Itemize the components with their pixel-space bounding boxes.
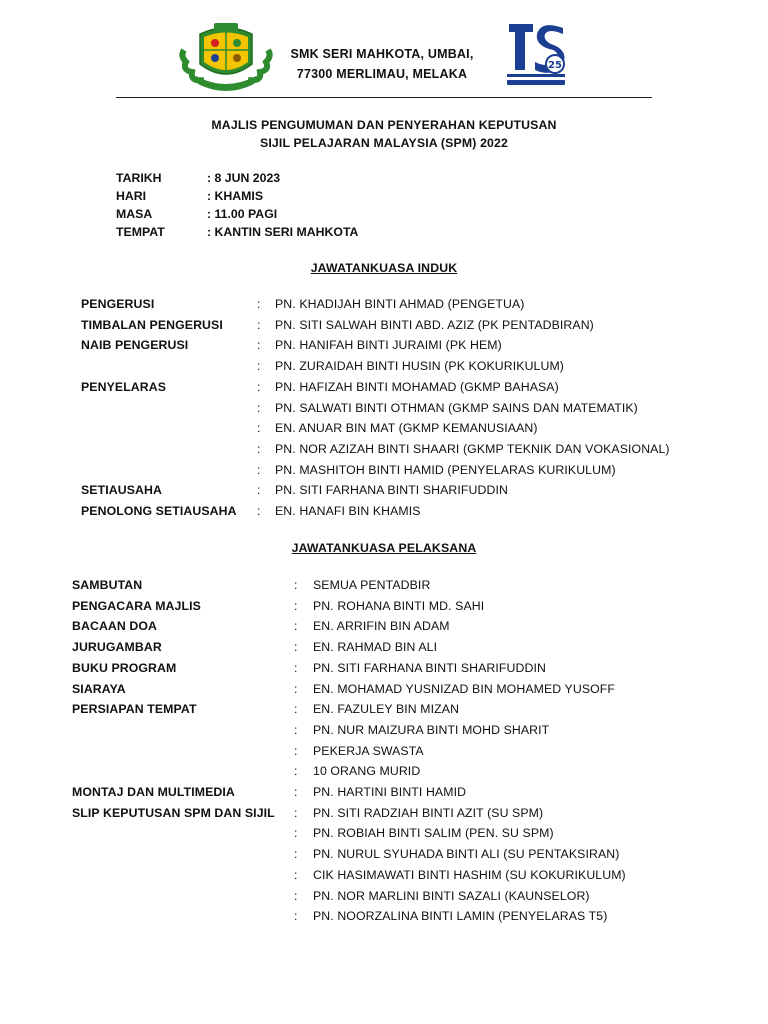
row-separator: : [294,743,298,758]
committee-member: PN. NOORZALINA BINTI LAMIN (PENYELARAS T5) [313,909,608,924]
committee-member: PN. HAFIZAH BINTI MOHAMAD (GKMP BAHASA) [275,379,559,394]
committee-member: PN. ROHANA BINTI MD. SAHI [313,598,485,613]
row-separator: : [294,785,298,799]
svg-text:25: 25 [548,60,562,71]
row-separator: : [257,338,261,353]
committee-member: EN. RAHMAD BIN ALI [313,640,438,655]
row-separator: : [294,578,298,592]
row-separator: : [257,317,261,332]
row-separator: : [257,379,261,394]
school-name-address [262,44,502,84]
row-separator: : [257,483,261,498]
committee-role: PENYELARAS [81,379,167,394]
committee-member: SEMUA PENTADBIR [313,578,431,592]
row-separator: : [294,640,298,655]
school-address: 77300 MERLIMAU, MELAKA [296,67,468,81]
committee-role: NAIB PENGERUSI [81,338,189,353]
row-separator: : [294,722,298,737]
row-separator: : [257,462,261,477]
committee-member: PN. SITI FARHANA BINTI SHARIFUDDIN [275,483,508,498]
row-separator: : [294,847,298,862]
row-separator: : [294,660,298,675]
committee-member: EN. ANUAR BIN MAT (GKMP KEMANUSIAAN) [275,421,538,436]
school-name: SMK SERI MAHKOTA, UMBAI, [290,47,474,61]
detail-key: TEMPAT [116,225,165,239]
row-separator: : [294,681,298,696]
event-title-line2: SIJIL PELAJARAN MALAYSIA (SPM) 2022 [259,136,509,150]
committee-role: SIARAYA [72,681,126,696]
ts25-logo-icon [503,20,569,88]
committee-role: SETIAUSAHA [81,483,162,498]
section-heading-induk: JAWATANKUASA INDUK [310,261,458,275]
committee-member: PN. NOR AZIZAH BINTI SHAARI (GKMP TEKNIK DAN VOKASIONAL) [275,441,670,456]
committee-role: TIMBALAN PENGERUSI [81,317,223,332]
committee-role: PENOLONG SETIAUSAHA [81,504,237,518]
detail-value: : 8 JUN 2023 [207,171,281,185]
committee-member: PN. NURUL SYUHADA BINTI ALI (SU PENTAKSIRAN) [313,847,620,862]
committee-member: PN. SITI FARHANA BINTI SHARIFUDDIN [313,660,546,675]
row-separator: : [257,441,261,456]
committee-member: CIK HASIMAWATI BINTI HASHIM (SU KOKURIKULUM) [313,867,626,882]
committee-role: PENGACARA MAJLIS [72,598,201,613]
detail-value: : KANTIN SERI MAHKOTA [207,225,359,239]
header-divider [116,97,652,98]
row-separator: : [294,826,298,841]
committee-role: PERSIAPAN TEMPAT [72,702,197,717]
row-separator: : [294,702,298,717]
committee-member: PN. SITI RADZIAH BINTI AZIT (SU SPM) [313,805,544,820]
row-separator: : [257,421,261,436]
row-separator: : [257,400,261,415]
committee-role: MONTAJ DAN MULTIMEDIA [72,785,235,799]
event-title-line1: MAJLIS PENGUMUMAN DAN PENYERAHAN KEPUTUSAN [211,118,557,132]
row-separator: : [294,888,298,903]
committee-member: PN. HANIFAH BINTI JURAIMI (PK HEM) [275,338,502,353]
row-separator: : [294,867,298,882]
committee-member: EN. HANAFI BIN KHAMIS [275,504,421,518]
row-separator: : [257,297,261,311]
committee-role: PENGERUSI [81,297,155,311]
row-separator: : [294,598,298,613]
row-separator: : [294,764,298,779]
row-separator: : [257,504,261,518]
committee-member: PN. NOR MARLINI BINTI SAZALI (KAUNSELOR) [313,888,590,903]
committee-member: 10 ORANG MURID [313,764,421,779]
committee-role: BACAAN DOA [72,619,158,634]
detail-key: HARI [116,189,147,203]
committee-member: PN. NUR MAIZURA BINTI MOHD SHARIT [313,722,550,737]
detail-value: : 11.00 PAGI [207,207,278,221]
committee-member: PN. HARTINI BINTI HAMID [313,785,467,799]
committee-role: JURUGAMBAR [72,640,162,655]
committee-member: EN. MOHAMAD YUSNIZAD BIN MOHAMED YUSOFF [313,681,616,696]
row-separator: : [257,359,261,374]
committee-role: SLIP KEPUTUSAN SPM DAN SIJIL [72,805,275,820]
section-heading-pelaksana: JAWATANKUASA PELAKSANA [291,541,477,555]
row-separator: : [294,909,298,924]
row-separator: : [294,619,298,634]
committee-role: BUKU PROGRAM [72,660,177,675]
committee-member: EN. FAZULEY BIN MIZAN [313,702,460,717]
committee-member: EN. ARRIFIN BIN ADAM [313,619,450,634]
committee-member: PN. SITI SALWAH BINTI ABD. AZIZ (PK PENTADBIRAN) [275,317,594,332]
committee-member: PN. ROBIAH BINTI SALIM (PEN. SU SPM) [313,826,554,841]
committee-member: PN. ZURAIDAH BINTI HUSIN (PK KOKURIKULUM) [275,359,565,374]
detail-key: TARIKH [116,171,162,185]
committee-member: PN. MASHITOH BINTI HAMID (PENYELARAS KURIKULUM) [275,462,616,477]
committee-member: PEKERJA SWASTA [313,743,424,758]
detail-value: : KHAMIS [207,189,264,203]
school-crest-icon [178,20,274,94]
committee-role: SAMBUTAN [72,578,143,592]
detail-key: MASA [116,207,153,221]
committee-member: PN. KHADIJAH BINTI AHMAD (PENGETUA) [275,297,525,311]
committee-member: PN. SALWATI BINTI OTHMAN (GKMP SAINS DAN MATEMATIK) [275,400,638,415]
row-separator: : [294,805,298,820]
